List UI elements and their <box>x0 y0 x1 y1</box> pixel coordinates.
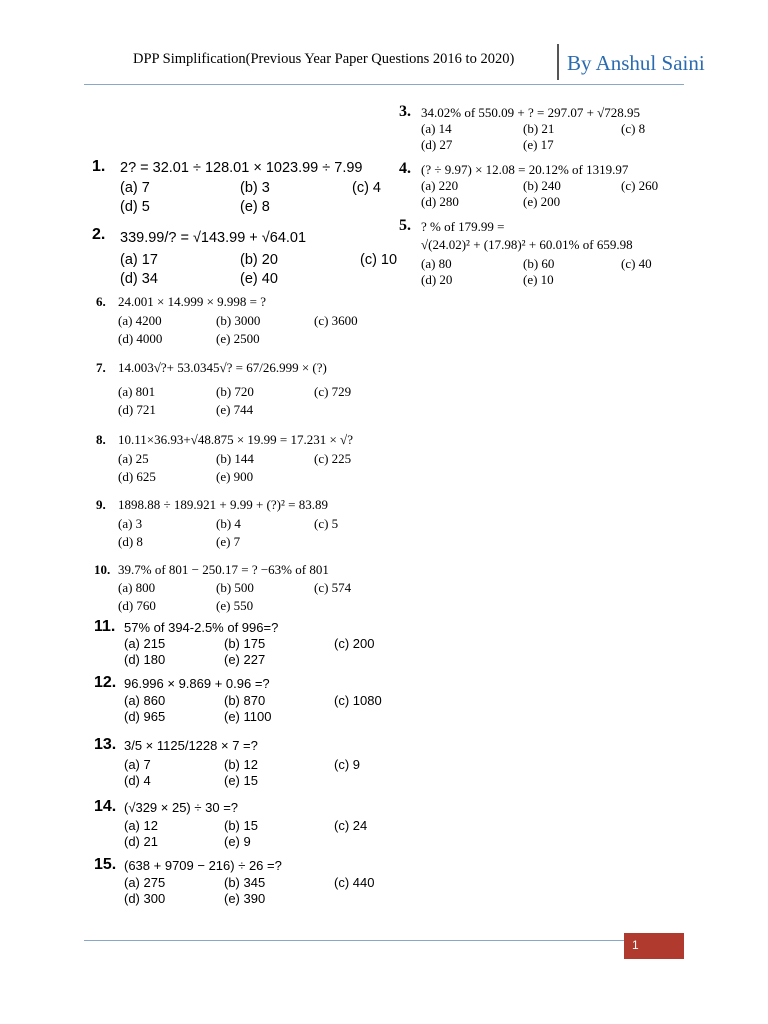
option-c: (c) 5 <box>314 516 339 531</box>
question-stem: 57% of 394-2.5% of 996=? <box>124 620 279 635</box>
option-b: (b) 240 <box>523 178 561 193</box>
option-a: (a) 12 <box>124 818 158 833</box>
option-d: (d) 5 <box>120 199 150 215</box>
option-d: (d) 625 <box>118 469 156 484</box>
header-author: By Anshul Saini <box>567 51 705 75</box>
header-divider <box>557 44 559 80</box>
question-14 <box>94 800 394 850</box>
option-e: (e) 10 <box>523 272 554 287</box>
question-number: 2. <box>92 226 106 243</box>
option-d: (d) 300 <box>124 891 166 906</box>
option-e: (e) 15 <box>224 773 258 788</box>
option-a: (a) 7 <box>124 757 151 772</box>
question-number: 7. <box>96 360 106 375</box>
option-e: (e) 390 <box>224 891 266 906</box>
option-b: (b) 3 <box>240 180 270 196</box>
question-stem: 24.001 × 14.999 × 9.998 = ? <box>118 294 267 309</box>
question-stem: 339.99/? = √143.99 + √64.01 <box>120 230 307 246</box>
option-b: (b) 144 <box>216 451 254 466</box>
option-e: (e) 900 <box>216 469 254 484</box>
question-stem-line-2: √(24.02)² + (17.98)² + 60.01% of 659.98 <box>421 237 633 252</box>
option-d: (d) 180 <box>124 652 166 667</box>
option-d: (d) 34 <box>120 271 158 287</box>
question-stem: 96.996 × 9.869 + 0.96 =? <box>124 676 270 691</box>
option-e: (e) 1100 <box>224 709 272 724</box>
page-number: 1 <box>632 938 639 952</box>
option-d: (d) 8 <box>118 534 143 549</box>
option-c: (c) 574 <box>314 580 352 595</box>
question-15 <box>94 858 394 908</box>
option-e: (e) 40 <box>240 271 278 287</box>
option-c: (c) 40 <box>621 256 652 271</box>
question-11 <box>94 620 394 670</box>
option-a: (a) 800 <box>118 580 156 595</box>
question-3 <box>399 105 669 155</box>
question-12 <box>94 676 394 726</box>
header-rule <box>84 84 684 85</box>
question-stem: 1898.88 ÷ 189.921 + 9.99 + (?)² = 83.89 <box>118 497 328 512</box>
question-stem: (? ÷ 9.97) × 12.08 = 20.12% of 1319.97 <box>421 162 629 177</box>
question-number: 13. <box>94 736 117 753</box>
question-1 <box>92 160 392 220</box>
option-b: (b) 3000 <box>216 313 261 328</box>
option-d: (d) 965 <box>124 709 166 724</box>
option-c: (c) 9 <box>334 757 360 772</box>
header-title: DPP Simplification(Previous Year Paper Questions 2016 to 2020) <box>133 51 515 67</box>
option-b: (b) 21 <box>523 121 555 136</box>
question-number: 8. <box>96 432 106 447</box>
option-a: (a) 14 <box>421 121 452 136</box>
option-d: (d) 280 <box>421 194 459 209</box>
option-a: (a) 4200 <box>118 313 162 328</box>
option-a: (a) 860 <box>124 693 166 708</box>
question-number: 1. <box>92 158 106 175</box>
option-d: (d) 27 <box>421 137 453 152</box>
option-a: (a) 7 <box>120 180 150 196</box>
option-c: (c) 1080 <box>334 693 382 708</box>
question-9 <box>96 497 386 549</box>
option-b: (b) 20 <box>240 252 278 268</box>
option-e: (e) 9 <box>224 834 251 849</box>
question-number: 15. <box>94 856 117 873</box>
question-6 <box>96 294 386 346</box>
question-number: 12. <box>94 674 117 691</box>
question-10 <box>94 562 384 614</box>
question-stem: 3/5 × 1125/1228 × 7 =? <box>124 738 258 753</box>
option-b: (b) 720 <box>216 384 254 399</box>
option-c: (c) 4 <box>352 180 381 196</box>
option-c: (c) 200 <box>334 636 375 651</box>
option-c: (c) 440 <box>334 875 375 890</box>
option-a: (a) 17 <box>120 252 158 268</box>
question-7 <box>96 360 386 420</box>
option-b: (b) 345 <box>224 875 266 890</box>
footer-rule <box>84 940 624 941</box>
question-stem: 34.02% of 550.09 + ? = 297.07 + √728.95 <box>421 105 641 120</box>
question-2 <box>92 226 398 290</box>
question-number: 10. <box>94 562 111 577</box>
option-d: (d) 760 <box>118 598 156 613</box>
question-number: 5. <box>399 217 411 234</box>
question-stem: 39.7% of 801 − 250.17 = ? −63% of 801 <box>118 562 329 577</box>
question-stem: 10.11×36.93+√48.875 × 19.99 = 17.231 × √? <box>118 432 353 447</box>
option-e: (e) 200 <box>523 194 561 209</box>
option-a: (a) 801 <box>118 384 156 399</box>
option-b: (b) 175 <box>224 636 266 651</box>
option-a: (a) 220 <box>421 178 459 193</box>
question-8 <box>96 432 386 484</box>
option-d: (d) 21 <box>124 834 158 849</box>
option-b: (b) 60 <box>523 256 555 271</box>
option-d: (d) 4 <box>124 773 151 788</box>
question-stem: (638 + 9709 − 216) ÷ 26 =? <box>124 858 282 873</box>
question-number: 3. <box>399 103 411 120</box>
option-c: (c) 24 <box>334 818 368 833</box>
option-b: (b) 500 <box>216 580 254 595</box>
question-number: 4. <box>399 160 411 177</box>
option-e: (e) 744 <box>216 402 254 417</box>
question-stem: (√329 × 25) ÷ 30 =? <box>124 800 239 815</box>
question-number: 6. <box>96 294 106 309</box>
option-d: (d) 20 <box>421 272 453 287</box>
option-d: (d) 4000 <box>118 331 163 346</box>
question-4 <box>399 162 669 212</box>
option-c: (c) 3600 <box>314 313 358 328</box>
option-a: (a) 80 <box>421 256 452 271</box>
option-e: (e) 550 <box>216 598 254 613</box>
option-b: (b) 15 <box>224 818 258 833</box>
question-13 <box>94 738 394 790</box>
option-a: (a) 215 <box>124 636 166 651</box>
question-number: 9. <box>96 497 106 512</box>
question-stem: 14.003√?+ 53.0345√? = 67/26.999 × (?) <box>118 360 327 375</box>
option-d: (d) 721 <box>118 402 156 417</box>
option-c: (c) 260 <box>621 178 659 193</box>
question-stem: ? % of 179.99 = <box>421 219 505 234</box>
option-e: (e) 227 <box>224 652 266 667</box>
option-c: (c) 225 <box>314 451 352 466</box>
question-number: 11. <box>94 618 116 635</box>
question-5 <box>399 219 669 289</box>
option-b: (b) 12 <box>224 757 258 772</box>
question-stem: 2? = 32.01 ÷ 128.01 × 1023.99 ÷ 7.99 <box>120 160 363 176</box>
option-a: (a) 3 <box>118 516 143 531</box>
option-a: (a) 25 <box>118 451 149 466</box>
option-e: (e) 17 <box>523 137 554 152</box>
question-number: 14. <box>94 798 117 815</box>
option-e: (e) 8 <box>240 199 270 215</box>
option-b: (b) 4 <box>216 516 241 531</box>
option-b: (b) 870 <box>224 693 266 708</box>
option-c: (c) 729 <box>314 384 352 399</box>
option-e: (e) 7 <box>216 534 241 549</box>
option-e: (e) 2500 <box>216 331 260 346</box>
option-c: (c) 10 <box>360 252 398 268</box>
option-c: (c) 8 <box>621 121 646 136</box>
option-a: (a) 275 <box>124 875 166 890</box>
